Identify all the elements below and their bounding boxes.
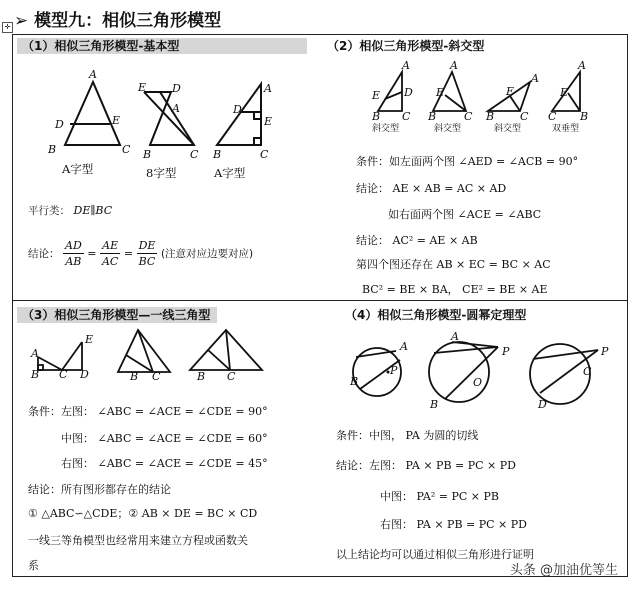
svg-text:B: B (213, 148, 222, 161)
s2-caption-2: 斜交型 (434, 124, 462, 134)
svg-text:A: A (400, 340, 408, 353)
s4-line-3: 中图： PA² = PC × PB (380, 490, 499, 503)
s1-caption-2: 8字型 (146, 166, 177, 180)
svg-text:C: C (520, 110, 529, 123)
s3-line-4: 结论：所有图形都存在的结论 (28, 483, 171, 496)
svg-text:E: E (264, 115, 273, 128)
svg-text:C: C (402, 110, 411, 123)
svg-text:E: E (506, 85, 515, 98)
s1-frac3: $\frac{DE}{BC}$ (138, 239, 156, 268)
s3-line-6: 一线三等角模型也经常用来建立方程或函数关 (28, 534, 248, 547)
svg-text:D: D (55, 118, 64, 131)
s2-caption-4: 双垂型 (552, 124, 580, 134)
svg-text:A: A (451, 330, 459, 343)
svg-text:C: C (548, 110, 557, 123)
svg-text:B: B (197, 370, 206, 383)
svg-text:A: A (402, 59, 410, 72)
s4-line-5: 以上结论均可以通过相似三角形进行证明 (336, 548, 534, 561)
svg-text:E: E (436, 86, 445, 99)
svg-text:E: E (112, 114, 121, 127)
svg-text:P: P (390, 364, 398, 377)
s1-parallel-value: DE∥BC (73, 204, 113, 217)
svg-text:B: B (143, 148, 152, 161)
s2-line-2: 结论： AE × AB = AC × AD (356, 182, 507, 195)
s1-caption-1: A字型 (62, 162, 94, 176)
svg-text:B: B (430, 398, 439, 411)
svg-text:A: A (264, 82, 272, 95)
s2-line-6: BC² = BE × BA， CE² = BE × AE (362, 283, 548, 296)
svg-text:D: D (538, 398, 547, 411)
move-handle-icon[interactable]: ✛ (2, 22, 13, 33)
s2-line-1: 条件：如左面两个图 ∠AED = ∠ACB = 90° (356, 155, 579, 168)
svg-text:C: C (227, 370, 236, 383)
svg-text:A: A (531, 72, 539, 85)
arrow-marker-icon: ➢ (14, 11, 29, 31)
svg-text:P: P (502, 345, 510, 358)
svg-text:D: D (172, 82, 181, 95)
s4-line-4: 右图： PA × PB = PC × PD (380, 518, 527, 531)
svg-text:B: B (130, 370, 139, 383)
section2-header: （2）相似三角形模型-斜交型 (327, 39, 485, 53)
svg-text:C: C (152, 370, 161, 383)
svg-text:E: E (560, 86, 569, 99)
s3-line-2: 中图： ∠ABC = ∠ACE = ∠CDE = 60° (61, 432, 268, 445)
svg-text:D: D (80, 368, 89, 381)
svg-text:D: D (233, 103, 242, 116)
svg-text:C: C (190, 148, 199, 161)
svg-text:B: B (428, 110, 437, 123)
s1-frac2: $\frac{AE}{AC}$ (101, 239, 119, 268)
title-text: 模型九：相似三角形模型 (34, 11, 222, 31)
svg-text:B: B (350, 375, 359, 388)
svg-text:B: B (48, 143, 57, 156)
s1-note: (注意对应边要对应) (160, 248, 254, 260)
s2-line-3: 如右面两个图 ∠ACE = ∠ABC (388, 208, 542, 221)
svg-text:A: A (89, 68, 97, 81)
s2-line-5: 第四个图还存在 AB × EC = BC × AC (356, 258, 551, 271)
s1-conclusion-label: 结论： (28, 248, 60, 260)
svg-text:E: E (138, 81, 147, 94)
svg-text:O: O (473, 376, 483, 389)
section4-header: （4）相似三角形模型-圆幂定理型 (345, 308, 527, 322)
svg-text:B: B (580, 110, 589, 123)
section3-header: （3）相似三角形模型—一线三角型 (17, 307, 217, 323)
s2-caption-1: 斜交型 (372, 124, 400, 134)
svg-text:C: C (122, 143, 131, 156)
svg-text:D: D (404, 86, 413, 99)
svg-text:E: E (85, 333, 94, 346)
svg-text:C: C (59, 368, 68, 381)
svg-text:B: B (372, 110, 381, 123)
s2-caption-3: 斜交型 (494, 124, 522, 134)
section1-header: （1）相似三角形模型-基本型 (17, 38, 307, 54)
svg-text:C: C (464, 110, 473, 123)
svg-text:E: E (372, 89, 381, 102)
watermark: 头条 @加油优等生 (509, 563, 618, 578)
svg-text:C: C (583, 365, 592, 378)
s3-line-7: 系 (28, 559, 39, 572)
svg-text:P: P (601, 345, 609, 358)
s3-line-5: ① △ABC∽△CDE；② AB × DE = BC × CD (28, 507, 258, 520)
svg-text:A: A (578, 59, 586, 72)
svg-text:B: B (31, 368, 40, 381)
s3-line-3: 右图： ∠ABC = ∠ACE = ∠CDE = 45° (61, 457, 268, 470)
s4-line-2: 结论：左图： PA × PB = PC × PD (336, 459, 516, 472)
svg-text:B: B (486, 110, 495, 123)
s1-frac1: $\frac{AD}{AB}$ (65, 239, 82, 268)
s1-parallel-label: 平行类： (28, 205, 70, 217)
svg-text:A: A (31, 347, 39, 360)
s1-caption-3: A字型 (214, 166, 246, 180)
svg-text:A: A (172, 102, 180, 115)
s3-line-1: 条件：左图： ∠ABC = ∠ACE = ∠CDE = 90° (28, 405, 268, 418)
svg-text:C: C (260, 148, 269, 161)
s4-line-1: 条件：中图， PA 为圆的切线 (336, 429, 479, 442)
s1-conclusion: 结论： $\frac{AD}{AB}$ = $\frac{AE}{AC}$ = $\frac{DE}{BC}$ (注意对应边要对应) (28, 239, 254, 268)
svg-text:A: A (450, 59, 458, 72)
s2-line-4: 结论： AC² = AE × AB (356, 234, 478, 247)
